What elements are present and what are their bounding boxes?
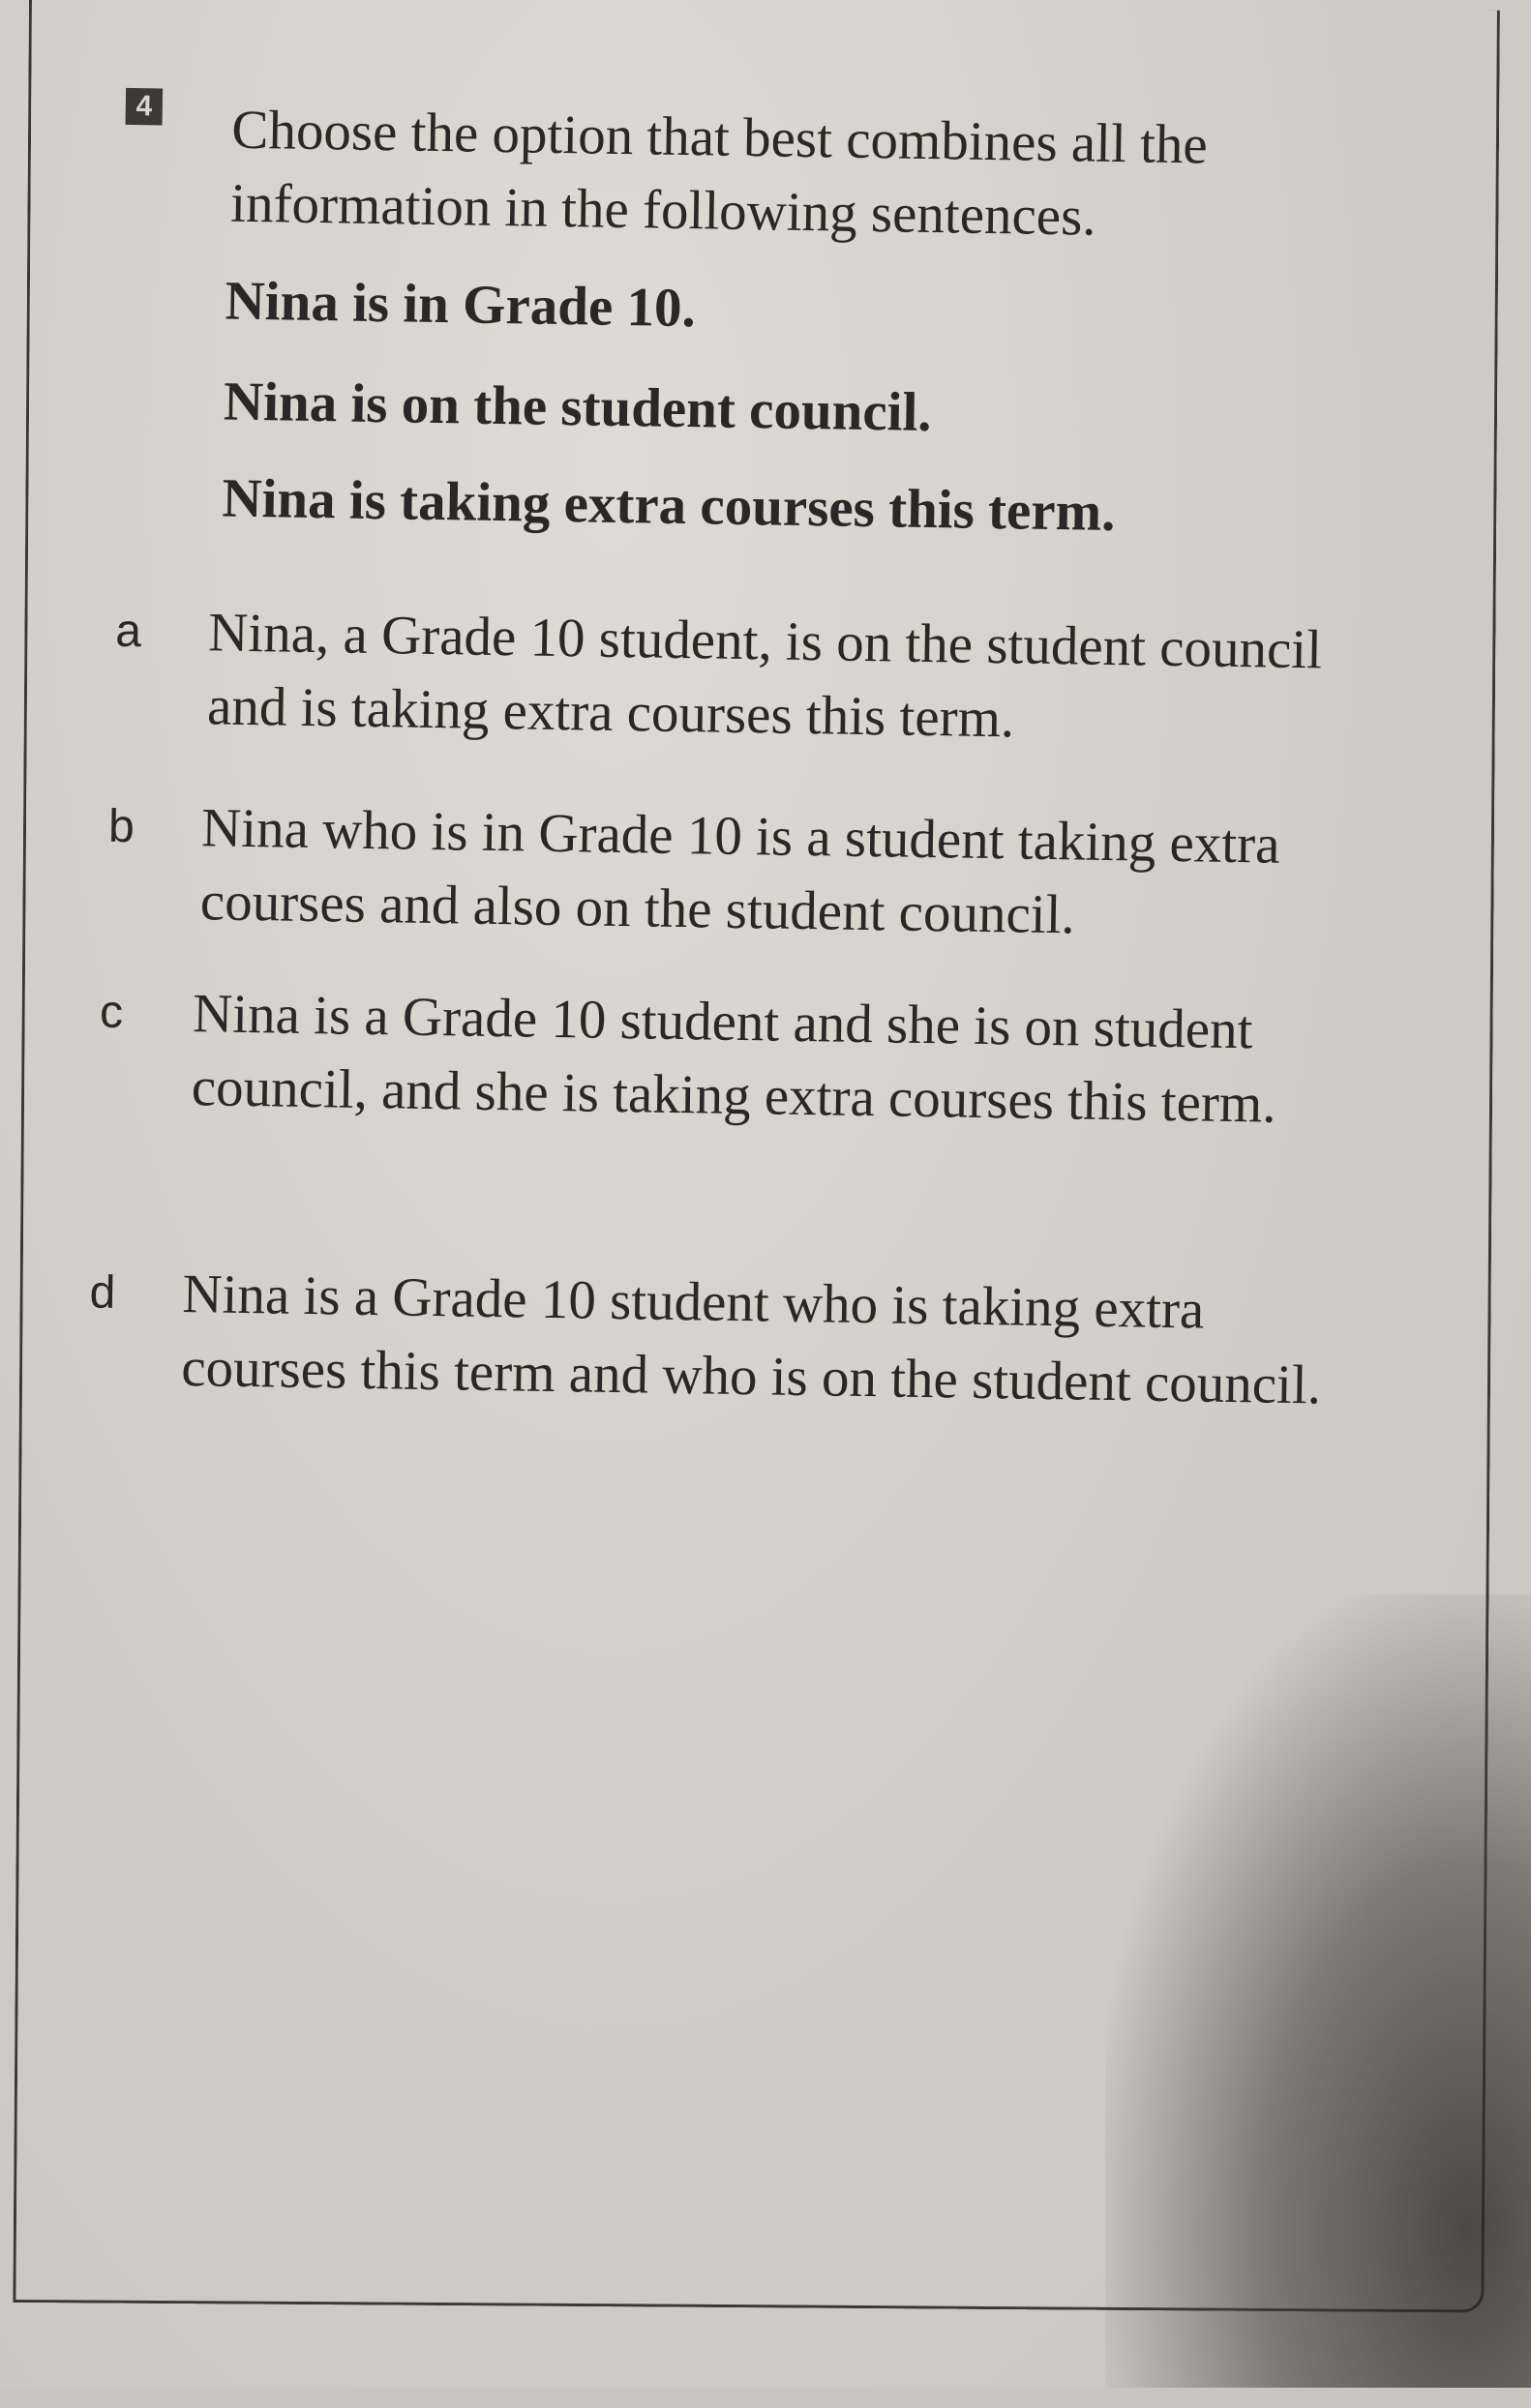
- option-text: Nina, a Grade 10 student, is on the student council and is taking extra courses this term.: [206, 602, 1323, 750]
- given-sentence-1: Nina is in Grade 10.: [225, 270, 697, 340]
- question-number-badge: 4: [126, 88, 164, 126]
- answer-option-c[interactable]: [99, 976, 1397, 1135]
- question-prompt: Choose the option that best combines all the information in the following sentences.: [229, 99, 1209, 248]
- option-letter: b: [107, 800, 135, 853]
- given-sentence-2: Nina is on the student council.: [223, 371, 933, 444]
- option-text: Nina who is in Grade 10 is a student taking extra courses and also on the student council.: [199, 797, 1280, 946]
- option-letter: c: [99, 986, 124, 1038]
- given-sentence-3: Nina is taking extra courses this term.: [221, 467, 1116, 544]
- answer-option-a[interactable]: [114, 595, 1413, 750]
- answer-option-b[interactable]: [107, 790, 1406, 946]
- option-text: Nina is a Grade 10 student and she is on student council, and she is taking extra courses this term.: [191, 983, 1276, 1135]
- option-letter: d: [89, 1266, 116, 1319]
- answer-option-d[interactable]: [89, 1256, 1387, 1416]
- option-text: Nina is a Grade 10 student who is taking extra courses this term and who is on the student council.: [180, 1263, 1322, 1416]
- option-letter: a: [114, 605, 142, 658]
